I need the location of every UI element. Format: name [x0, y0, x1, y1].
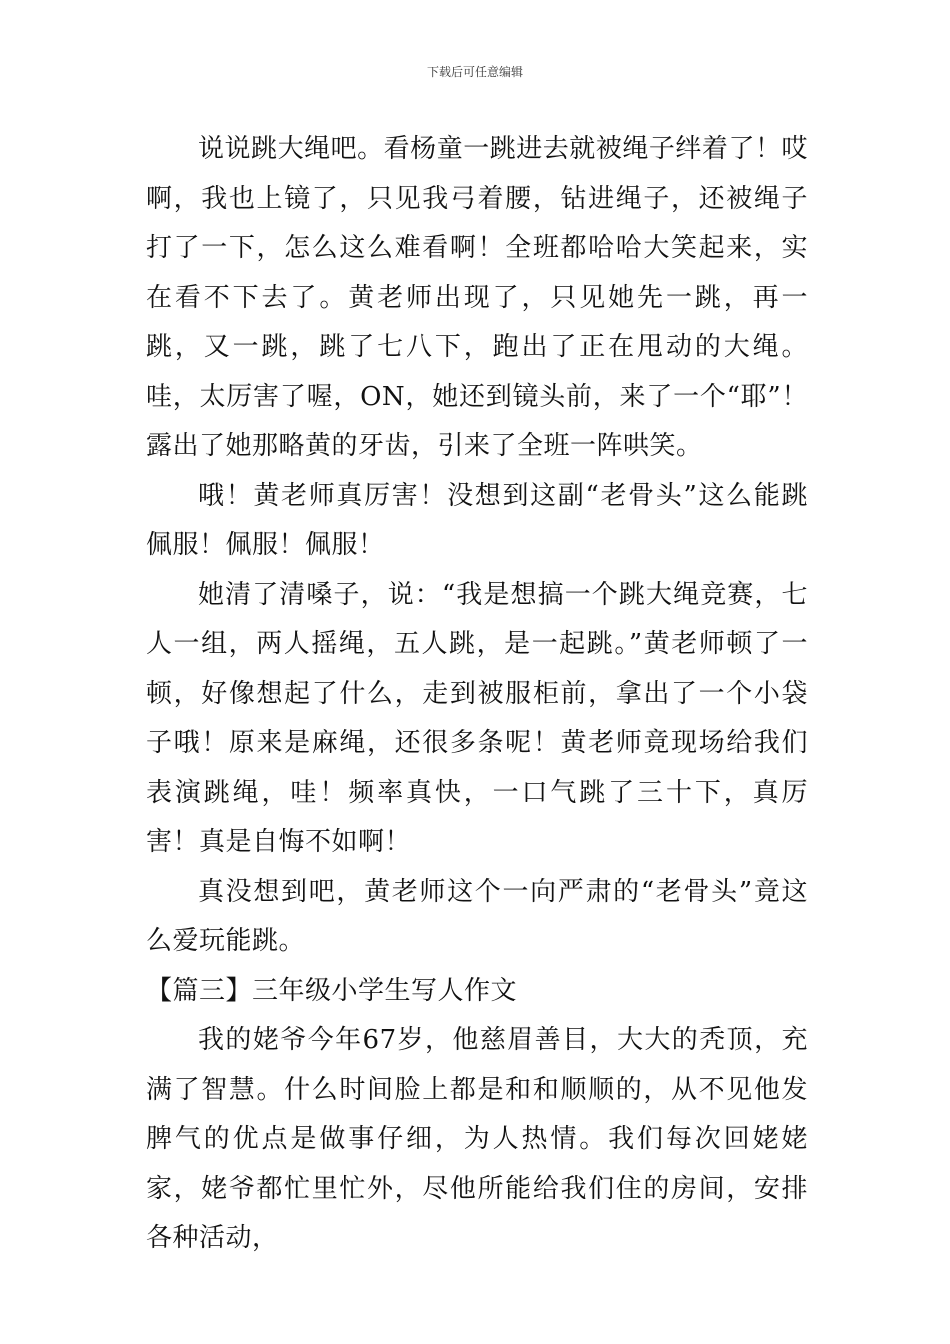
section-heading: 【篇三】三年级小学生写人作文: [146, 975, 518, 1006]
paragraph-conclusion: 真没想到吧，黄老师这个一向严肃的“老骨头”竟这么爱玩能跳。: [146, 876, 808, 956]
paragraph-admiration: 哦！黄老师真厉害！没想到这副“老骨头”这么能跳佩服！佩服！佩服！: [146, 480, 808, 560]
page-header-caption: 下载后可任意编辑: [426, 65, 523, 79]
paragraph-jump-rope-intro: 说说跳大绳吧。看杨童一跳进去就被绳子绊着了！哎啊，我也上镜了，只见我弓着腰，钻进绳子，还被绳子打了一下，怎么这么难看啊！全班都哈哈大笑起来，实在看不下去了。黄老师出现了，只见她先一跳，再一跳，又一跳，跳了七八下，跑出了正在甩动的大绳。哇，太厉害了喔，ON，她还到镜头前，来了一个“耶”！露出了她那略黄的牙齿，引来了全班一阵哄笑。: [146, 134, 808, 461]
paragraph-grandfather: 我的姥爷今年67岁，他慈眉善目，大大的秃顶，充满了智慧。什么时间脸上都是和和顺顺的，从不见他发脾气的优点是做事仔细，为人热情。我们每次回姥姥家，姥爷都忙里忙外，尽他所能给我们住的房间，安排各种活动，: [146, 1025, 808, 1253]
document-body: [146, 125, 808, 1264]
paragraph-competition-announcement: 她清了清嗓子，说：“我是想搞一个跳大绳竞赛，七人一组，两人摇绳，五人跳，是一起跳。”黄老师顿了一顿，好像想起了什么，走到被服柜前，拿出了一个小袋子哦！原来是麻绳，还很多条呢！黄老师竟现场给我们表演跳绳，哇！频率真快，一口气跳了三十下，真厉害！真是自悔不如啊！: [146, 579, 808, 857]
